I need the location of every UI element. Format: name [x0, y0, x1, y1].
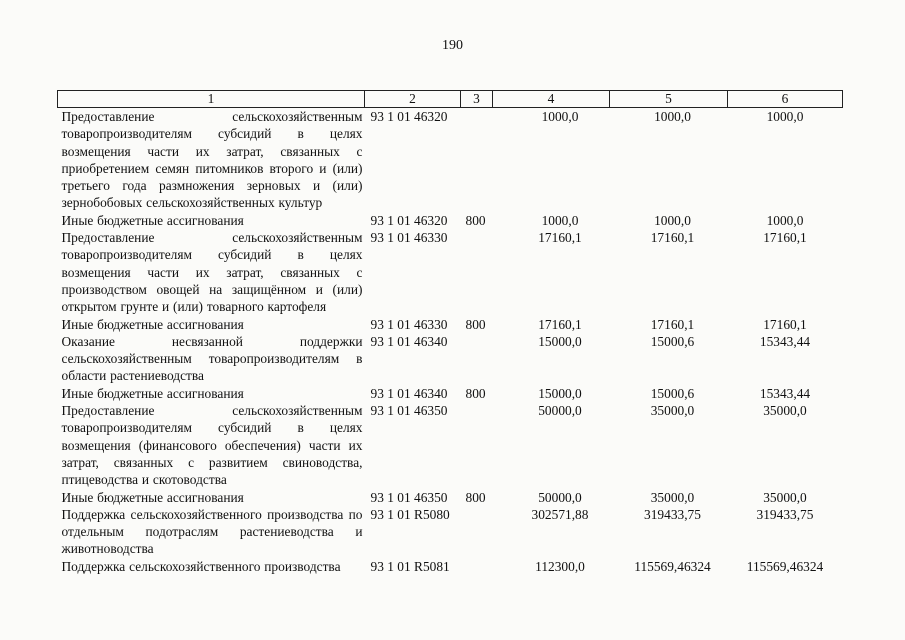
row-value-4: 50000,0 — [538, 403, 582, 419]
row-value-5: 35000,0 — [650, 489, 695, 505]
header-col-2: 2 — [365, 91, 461, 108]
row-description: Поддержка сельскохозяйственного производства — [61, 558, 341, 574]
row-value-5: 15000,6 — [650, 333, 695, 349]
row-description: Иные бюджетные ассигнования — [61, 212, 244, 228]
row-code: 93 1 01 46340 — [370, 333, 448, 349]
row-type — [461, 333, 493, 385]
row-value-4: 112300,0 — [535, 558, 585, 574]
row-code: 93 1 01 R5080 — [370, 506, 450, 522]
table-row — [58, 316, 843, 333]
row-code: 93 1 01 46350 — [370, 489, 448, 505]
table-row — [58, 558, 843, 575]
row-value-6: 17160,1 — [763, 230, 807, 246]
table-row — [58, 402, 843, 488]
row-value-4: 17160,1 — [538, 316, 582, 332]
row-value-5: 1000,0 — [654, 212, 691, 228]
row-code: 93 1 01 46340 — [370, 385, 448, 401]
row-type — [461, 108, 493, 212]
row-code: 93 1 01 46330 — [370, 316, 448, 332]
table-row — [58, 385, 843, 402]
row-value-4: 17160,1 — [538, 230, 582, 246]
row-type — [461, 229, 493, 315]
row-code: 93 1 01 46350 — [370, 403, 448, 419]
row-value-5: 15000,6 — [650, 385, 695, 401]
header-col-3: 3 — [461, 91, 493, 108]
row-code: 93 1 01 R5081 — [370, 558, 450, 574]
row-type — [461, 558, 493, 575]
row-description: Предоставление сельскохозяйственным товаропроизводителям субсидий в целях возмещения части их затрат, связанных с производством овощей на защищённом и (или) открытом грунте и (или) товарного картофеля — [61, 230, 363, 315]
row-value-6: 17160,1 — [763, 316, 807, 332]
row-code: 93 1 01 46320 — [370, 109, 448, 124]
row-description: Поддержка сельскохозяйственного производства по отдельным подотраслям растениеводства и животноводства — [61, 506, 363, 557]
row-value-4: 15000,0 — [538, 385, 582, 401]
row-value-6: 15343,44 — [759, 333, 811, 349]
row-value-6: 35000,0 — [763, 489, 807, 505]
table-row — [58, 506, 843, 558]
row-value-4: 50000,0 — [538, 489, 582, 505]
header-col-1: 1 — [58, 91, 365, 108]
header-col-5: 5 — [610, 91, 728, 108]
header-row — [58, 91, 843, 108]
row-value-6: 319433,75 — [756, 506, 814, 522]
row-value-6: 115569,46324 — [746, 558, 824, 574]
row-type: 800 — [465, 316, 486, 332]
table-row — [58, 333, 843, 385]
table-row — [58, 108, 843, 212]
table-row — [58, 489, 843, 506]
row-description: Оказание несвязанной поддержки сельскохозяйственным товаропроизводителям в области растениеводства — [61, 333, 363, 384]
row-description: Предоставление сельскохозяйственным товаропроизводителям субсидий в целях возмещения (финансового обеспечения) части их затрат, связанных с развитием свиноводства, птицеводства и скотоводства — [61, 403, 363, 488]
row-type — [461, 506, 493, 558]
row-value-4: 302571,88 — [531, 506, 589, 522]
table-row — [58, 212, 843, 229]
row-description: Иные бюджетные ассигнования — [61, 385, 244, 401]
row-value-6: 1000,0 — [766, 212, 804, 228]
budget-table — [57, 90, 843, 575]
row-value-6: 35000,0 — [763, 403, 807, 419]
row-type: 800 — [465, 489, 486, 505]
row-value-5: 35000,0 — [650, 403, 695, 419]
row-description: Иные бюджетные ассигнования — [61, 316, 244, 332]
row-code: 93 1 01 46320 — [370, 212, 448, 228]
row-value-6: 1000,0 — [766, 109, 804, 124]
row-type: 800 — [465, 385, 486, 401]
table-row — [58, 229, 843, 315]
row-description: Предоставление сельскохозяйственным товаропроизводителям субсидий в целях возмещения части их затрат, связанных с приобретением семян питомников второго и (или) третьего года размножения зерновых и (или) зернобобовых сельскохозяйственных культур — [61, 109, 363, 211]
row-value-6: 15343,44 — [759, 385, 811, 401]
row-value-5: 17160,1 — [650, 316, 695, 332]
header-col-6: 6 — [728, 91, 843, 108]
row-value-4: 1000,0 — [541, 109, 579, 124]
row-value-5: 17160,1 — [650, 230, 695, 246]
row-description: Иные бюджетные ассигнования — [61, 489, 244, 505]
row-value-5: 319433,75 — [644, 506, 701, 522]
row-value-4: 1000,0 — [541, 212, 579, 228]
row-value-5: 115569,46324 — [634, 558, 711, 574]
page-number: 190 — [442, 38, 463, 53]
row-value-5: 1000,0 — [654, 109, 691, 124]
row-code: 93 1 01 46330 — [370, 230, 448, 246]
header-col-4: 4 — [493, 91, 610, 108]
row-type: 800 — [465, 212, 486, 228]
row-value-4: 15000,0 — [538, 333, 582, 349]
row-type — [461, 402, 493, 488]
